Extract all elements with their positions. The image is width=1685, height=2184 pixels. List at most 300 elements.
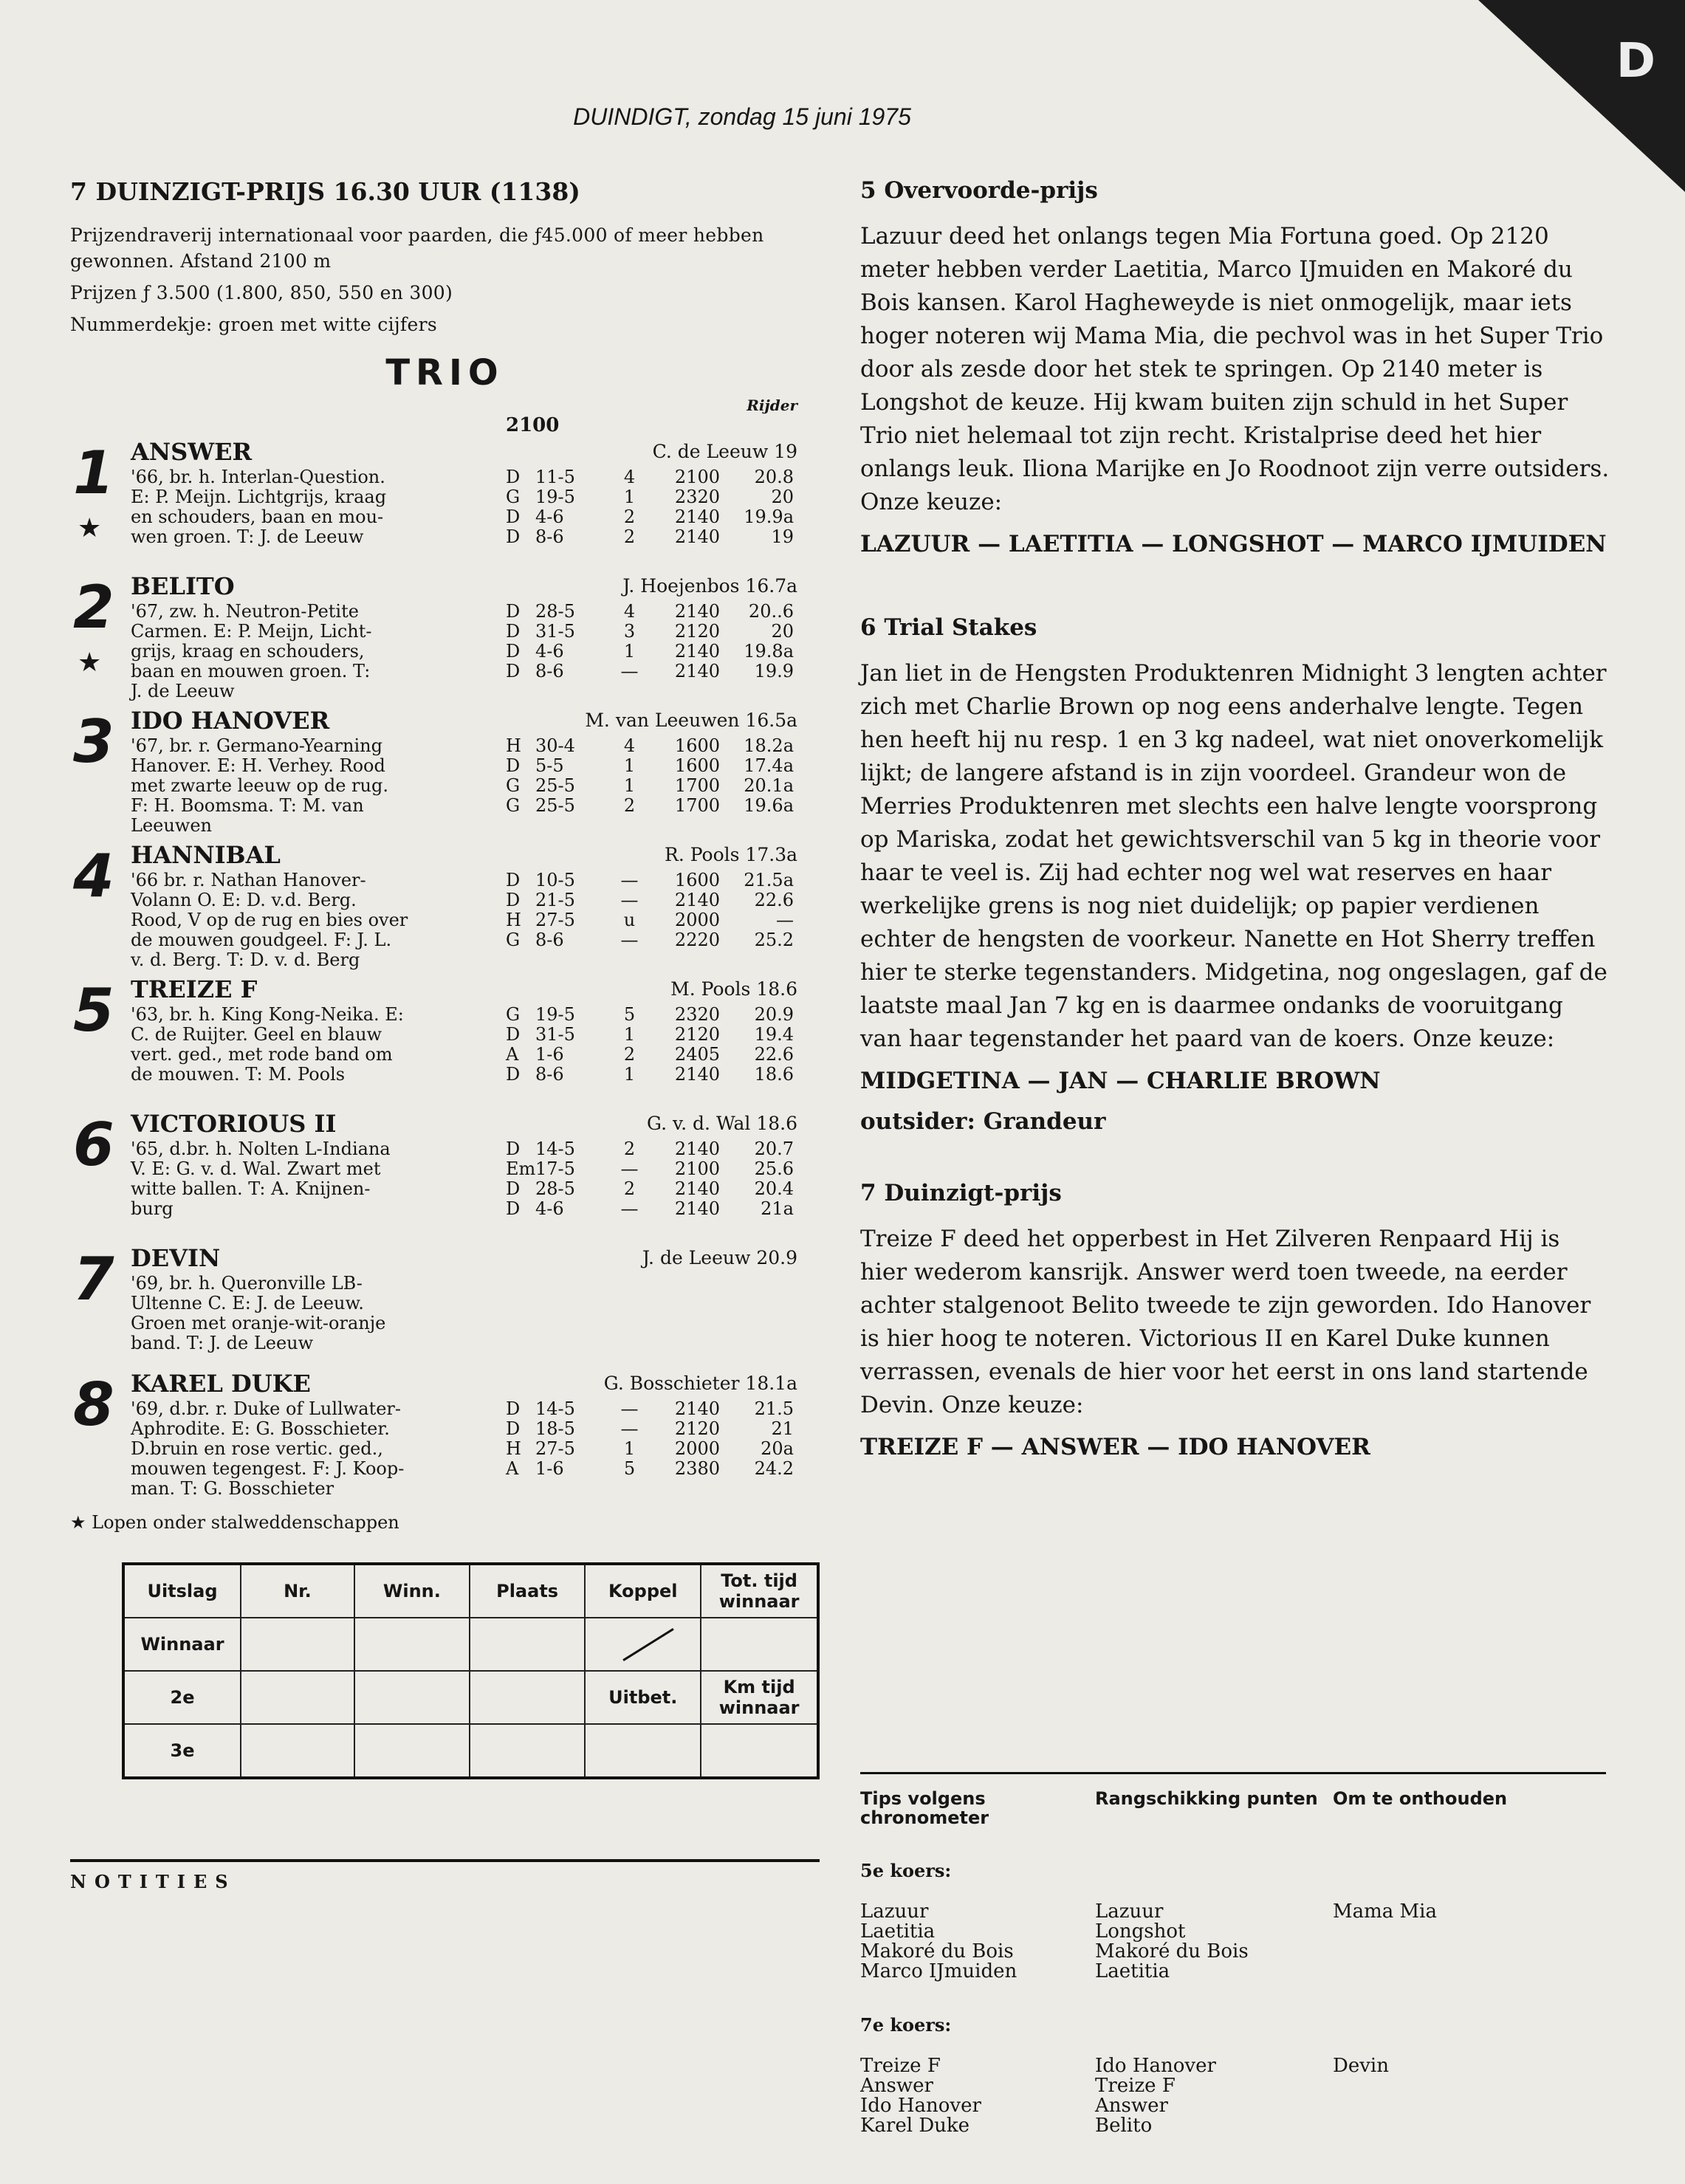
form-cell: 8-6 <box>535 930 564 950</box>
form-cell: 1 <box>623 1438 636 1459</box>
form-cell: 2140 <box>674 890 720 910</box>
start-number: 4 <box>73 842 114 910</box>
form-cell: 5 <box>623 1004 636 1025</box>
form-cell: 4-6 <box>535 506 564 527</box>
form-cell: — <box>776 910 794 930</box>
form-cell: 5 <box>623 1458 636 1479</box>
tip-horse: Answer <box>860 2075 933 2097</box>
form-cell: 30-4 <box>535 735 575 756</box>
description-line: '66 br. r. Nathan Hanover- <box>131 870 366 890</box>
tip-column <box>1333 2056 1554 2136</box>
form-cell: 21a <box>761 1198 794 1219</box>
analysis-column <box>860 177 1610 1464</box>
start-number: 2 <box>73 573 114 642</box>
notes-heading: NOTITIES <box>70 1859 820 1892</box>
description-line: Rood, V op de rug en bies over <box>131 910 408 930</box>
tip-horse: Devin <box>1333 2055 1389 2077</box>
description-line: burg <box>131 1198 174 1219</box>
form-cell: 2140 <box>674 526 720 547</box>
form-cell: D <box>506 890 521 910</box>
form-cell: 18-5 <box>535 1418 575 1439</box>
horse-entry <box>70 975 820 1110</box>
description-line: Hanover. E: H. Verhey. Rood <box>131 755 385 776</box>
horse-entry <box>70 707 820 841</box>
horse-description <box>131 1005 566 1085</box>
result-header-row <box>123 1564 818 1618</box>
form-cell: — <box>620 1418 639 1439</box>
form-cell: 2140 <box>674 1178 720 1199</box>
description-line: Ultenne C. E: J. de Leeuw. <box>131 1293 364 1314</box>
form-cell: 2140 <box>674 506 720 527</box>
description-line: F: H. Boomsma. T: M. van <box>131 795 364 816</box>
entry-list <box>70 438 820 1506</box>
tip-horse: Lazuur <box>1095 1900 1164 1923</box>
form-cell: 19-5 <box>535 487 575 507</box>
form-cell: 20.1a <box>744 775 794 796</box>
form-cell: 1 <box>623 775 636 796</box>
form-cell: 2140 <box>674 661 720 681</box>
koppel-slash-cell[interactable] <box>585 1618 701 1671</box>
stable-bet-star: ★ <box>78 648 102 678</box>
tip-horse: Marco IJmuiden <box>860 1960 1017 1982</box>
rider-column-header: Rijder <box>747 396 797 414</box>
horse-entry <box>70 841 820 975</box>
form-cell: 19-5 <box>535 1004 575 1025</box>
form-cell: 4 <box>623 467 636 487</box>
result-cell[interactable] <box>354 1671 470 1724</box>
description-line: man. T: G. Bosschieter <box>131 1478 334 1499</box>
form-cell: H <box>506 735 521 756</box>
form-cell: 2120 <box>674 1418 720 1439</box>
form-lines <box>506 602 801 681</box>
description-line: vert. ged., met rode band om <box>131 1044 393 1065</box>
form-cell: 2140 <box>674 1064 720 1085</box>
form-cell: 2 <box>623 1139 636 1159</box>
description-line: de mouwen. T: M. Pools <box>131 1064 346 1085</box>
form-row <box>506 527 801 547</box>
header-plaats: Plaats <box>470 1564 585 1618</box>
tip-column <box>860 2056 1095 2136</box>
result-cell[interactable] <box>470 1618 585 1671</box>
horse-name: TREIZE F <box>131 975 258 1003</box>
form-cell: 20.4 <box>754 1178 794 1199</box>
form-cell: 21.5a <box>744 870 794 890</box>
form-cell: D <box>506 755 521 776</box>
horse-description <box>131 1274 566 1353</box>
tip-horse: Ido Hanover <box>860 2095 981 2117</box>
form-cell: 8-6 <box>535 661 564 681</box>
result-row-3e <box>123 1724 818 1778</box>
start-number: 5 <box>73 976 114 1045</box>
form-cell: 10-5 <box>535 870 575 890</box>
rider-record: M. Pools 18.6 <box>670 978 797 1000</box>
form-cell: 19.9a <box>744 506 794 527</box>
form-cell: D <box>506 870 521 890</box>
form-cell: 21-5 <box>535 890 575 910</box>
result-cell[interactable] <box>470 1671 585 1724</box>
form-cell: 20..6 <box>748 601 794 622</box>
tips-header-punten: Rangschikking punten <box>1095 1788 1318 1809</box>
form-cell: D <box>506 1024 521 1045</box>
race-tip-label: 5e koers: <box>860 1860 952 1881</box>
description-line: en schouders, baan en mou- <box>131 506 384 527</box>
rider-record: C. de Leeuw 19 <box>652 441 797 462</box>
form-row <box>506 796 801 816</box>
form-lines <box>506 467 801 547</box>
tips-header-onthouden: Om te onthouden <box>1333 1788 1508 1809</box>
form-cell: D <box>506 1139 521 1159</box>
tip-horse: Belito <box>1095 2115 1153 2137</box>
form-cell: 1-6 <box>535 1458 564 1479</box>
form-cell: 1 <box>623 641 636 662</box>
form-cell: A <box>506 1044 519 1065</box>
horse-name: VICTORIOUS II <box>131 1110 337 1138</box>
form-cell: 2140 <box>674 601 720 622</box>
form-cell: 2320 <box>674 1004 720 1025</box>
number-cloth: Nummerdekje: groen met witte cijfers <box>70 314 437 335</box>
description-line: met zwarte leeuw op de rug. <box>131 775 388 796</box>
form-cell: D <box>506 526 521 547</box>
description-line: '67, zw. h. Neutron-Petite <box>131 601 359 622</box>
analysis-outsider: outsider: Grandeur <box>860 1108 1106 1135</box>
tip-horse: Treize F <box>1095 2075 1176 2097</box>
description-line: witte ballen. T: A. Knijnen- <box>131 1178 371 1199</box>
tip-horse: Ido Hanover <box>1095 2055 1216 2077</box>
form-cell: D <box>506 601 521 622</box>
start-number: 1 <box>73 439 114 507</box>
result-cell[interactable] <box>701 1724 818 1778</box>
form-row <box>506 776 801 796</box>
result-table <box>122 1562 820 1779</box>
start-number: 3 <box>73 707 114 776</box>
form-row <box>506 910 801 930</box>
form-cell: D <box>506 1398 521 1419</box>
tip-columns <box>860 2056 1606 2136</box>
form-row <box>506 1439 801 1459</box>
header-nr: Nr. <box>241 1564 354 1618</box>
form-cell: 31-5 <box>535 1024 575 1045</box>
form-cell: 1 <box>623 487 636 507</box>
form-lines <box>506 1139 801 1219</box>
horse-entry <box>70 438 820 572</box>
start-number: 6 <box>73 1110 114 1179</box>
form-row <box>506 1199 801 1219</box>
stable-bet-star: ★ <box>78 513 102 543</box>
form-cell: 19.8a <box>744 641 794 662</box>
analysis-title: 7 Duinzigt-prijs <box>860 1180 1062 1206</box>
form-cell: 2380 <box>674 1458 720 1479</box>
form-cell: 18.6 <box>754 1064 794 1085</box>
form-cell: D <box>506 1418 521 1439</box>
form-cell: 19 <box>771 526 794 547</box>
description-line: E: P. Meijn. Lichtgrijs, kraag <box>131 487 387 507</box>
form-cell: 2120 <box>674 621 720 642</box>
form-cell: 19.6a <box>744 795 794 816</box>
uitbet-label: Uitbet. <box>585 1671 701 1724</box>
form-cell: 2140 <box>674 1139 720 1159</box>
description-line: v. d. Berg. T: D. v. d. Berg <box>131 950 360 970</box>
form-row <box>506 1139 801 1159</box>
form-lines <box>506 1399 801 1479</box>
form-cell: 2140 <box>674 1198 720 1219</box>
form-cell: 1700 <box>674 775 720 796</box>
result-cell[interactable] <box>241 1724 354 1778</box>
description-line: '69, d.br. r. Duke of Lullwater- <box>131 1398 401 1419</box>
form-cell: 2 <box>623 506 636 527</box>
analysis-race-5 <box>860 177 1610 561</box>
analysis-body: Jan liet in de Hengsten Produktenren Midnight 3 lengten achter zich met Charlie Brown op nog eens anderhalve lengte. Tegen hen heeft hij nu resp. 1 en 3 kg nadeel, wat niet onoverkomelijk lijkt; de langere afstand is in zijn voordeel. Grandeur won de Merries Produktenren met slechts een halve lengte voorsprong op Mariska, zodat het gewichtsverschil van 5 kg in theorie voor haar te veel is. Zij had echter nog wel wat reserves en haar werkelijke grens is nog niet duidelijk; op papier verdienen echter de hengsten de voorkeur. Nanette en Hot Sherry treffen hier te sterke tegenstanders. Midgetina, nog ongeslagen, gaf de laatste maal Jan 7 kg en is daarmee ondanks de vooruitgang van haar tegenstander het paard van de koers. Onze keuze: <box>860 660 1607 1052</box>
description-line: grijs, kraag en schouders, <box>131 641 365 662</box>
bet-type: TRIO <box>385 352 504 394</box>
horse-description <box>131 870 566 970</box>
form-row <box>506 1419 801 1439</box>
horse-entry <box>70 572 820 707</box>
form-row <box>506 1159 801 1179</box>
description-line: band. T: J. de Leeuw <box>131 1333 314 1353</box>
horse-name: HANNIBAL <box>131 841 281 869</box>
rider-record: M. van Leeuwen 16.5a <box>585 710 797 731</box>
tip-column <box>1095 1902 1333 1982</box>
form-cell: 21.5 <box>754 1398 794 1419</box>
analysis-body: Treize F deed het opperbest in Het Zilveren Renpaard Hij is hier wederom kansrijk. Answer werd toen tweede, na eerder achter stalgenoot Belito tweede te zijn geworden. Ido Hanover is hier hoog te noteren. Victorious II en Karel Duke kunnen verrassen, evenals de hier voor het eerst in ons land startende Devin. Onze keuze: <box>860 1226 1591 1418</box>
form-cell: 2140 <box>674 1398 720 1419</box>
form-cell: 3 <box>623 621 636 642</box>
description-line: wen groen. T: J. de Leeuw <box>131 526 364 547</box>
result-cell[interactable] <box>585 1724 701 1778</box>
start-number: 8 <box>73 1370 114 1439</box>
result-cell[interactable] <box>241 1671 354 1724</box>
horse-name: BELITO <box>131 572 235 600</box>
form-cell: u <box>623 910 636 930</box>
form-cell: 20.9 <box>754 1004 794 1025</box>
form-cell: 1600 <box>674 870 720 890</box>
form-row <box>506 1005 801 1025</box>
horse-description <box>131 467 566 547</box>
description-line: J. de Leeuw <box>131 681 235 701</box>
form-cell: 25.2 <box>754 930 794 950</box>
form-cell: 4-6 <box>535 641 564 662</box>
form-cell: H <box>506 910 521 930</box>
form-cell: 8-6 <box>535 526 564 547</box>
horse-entry <box>70 1370 820 1506</box>
analysis-title: 6 Trial Stakes <box>860 614 1037 641</box>
description-line: '69, br. h. Queronville LB- <box>131 1273 363 1294</box>
race-conditions: Prijzendraverij internationaal voor paarden, die ƒ45.000 of meer hebben gewonnen. Afstand 2100 m <box>70 224 764 272</box>
form-cell: — <box>620 661 639 681</box>
form-cell: 20.8 <box>754 467 794 487</box>
description-line: '63, br. h. King Kong-Neika. E: <box>131 1004 404 1025</box>
form-cell: 1600 <box>674 735 720 756</box>
tip-column <box>1333 1902 1554 1982</box>
description-line: '67, br. r. Germano-Yearning <box>131 735 382 756</box>
form-cell: — <box>620 1158 639 1179</box>
tip-columns <box>860 1902 1606 1982</box>
form-row <box>506 930 801 950</box>
tip-horse: Makoré du Bois <box>1095 1940 1249 1962</box>
rider-record: R. Pools 17.3a <box>665 844 797 865</box>
form-cell: — <box>620 1198 639 1219</box>
form-row <box>506 870 801 890</box>
race-prizes: Prijzen ƒ 3.500 (1.800, 850, 550 en 300) <box>70 282 453 303</box>
form-cell: 1700 <box>674 795 720 816</box>
description-line: Aphrodite. E: G. Bosschieter. <box>131 1418 390 1439</box>
form-cell: 14-5 <box>535 1398 575 1419</box>
form-row <box>506 507 801 527</box>
horse-name: DEVIN <box>131 1244 221 1272</box>
form-cell: 2220 <box>674 930 720 950</box>
form-cell: 28-5 <box>535 601 575 622</box>
result-cell[interactable] <box>701 1618 818 1671</box>
form-cell: 20a <box>761 1438 794 1459</box>
result-cell[interactable] <box>470 1724 585 1778</box>
description-line: Volann O. E: D. v.d. Berg. <box>131 890 357 910</box>
tip-horse: Treize F <box>860 2055 941 2077</box>
tip-column <box>860 1902 1095 1982</box>
horse-entry <box>70 1110 820 1244</box>
description-line: '66, br. h. Interlan-Question. <box>131 467 385 487</box>
rider-record: J. Hoejenbos 16.7a <box>622 575 797 597</box>
result-cell[interactable] <box>354 1618 470 1671</box>
form-cell: 2100 <box>674 467 720 487</box>
form-cell: — <box>620 870 639 890</box>
form-row <box>506 602 801 622</box>
form-cell: Em <box>506 1158 536 1179</box>
form-cell: 17.4a <box>744 755 794 776</box>
form-cell: 21 <box>771 1418 794 1439</box>
result-cell[interactable] <box>354 1724 470 1778</box>
form-row <box>506 890 801 910</box>
tip-horse: Lazuur <box>860 1900 929 1923</box>
form-cell: 5-5 <box>535 755 564 776</box>
analysis-pick: TREIZE F — ANSWER — IDO HANOVER <box>860 1434 1370 1460</box>
form-row <box>506 487 801 507</box>
form-row <box>506 1179 801 1199</box>
horse-entry <box>70 1244 820 1370</box>
result-cell[interactable] <box>241 1618 354 1671</box>
form-cell: 24.2 <box>754 1458 794 1479</box>
form-cell: G <box>506 1004 521 1025</box>
tip-horse: Laetitia <box>860 1920 936 1943</box>
header-tot-tijd: Tot. tijd winnaar <box>701 1564 818 1618</box>
analysis-title: 5 Overvoorde-prijs <box>860 177 1098 204</box>
form-cell: 18.2a <box>744 735 794 756</box>
rider-record: G. v. d. Wal 18.6 <box>647 1113 797 1134</box>
form-cell: D <box>506 1064 521 1085</box>
tips-sections <box>860 1860 1606 2136</box>
form-cell: 20.7 <box>754 1139 794 1159</box>
form-row <box>506 1459 801 1479</box>
form-cell: 20 <box>771 621 794 642</box>
tips-header-chronometer: Tips volgens chronometer <box>860 1788 989 1828</box>
tips-box <box>860 1772 1606 2136</box>
form-cell: 1-6 <box>535 1044 564 1065</box>
form-cell: 25-5 <box>535 775 575 796</box>
race-title: 7 DUINZIGT-PRIJS 16.30 UUR (1138) <box>70 177 580 206</box>
analysis-body: Lazuur deed het onlangs tegen Mia Fortuna goed. Op 2120 meter hebben verder Laetitia, Marco IJmuiden en Makoré du Bois kansen. Karol Hagheweyde is niet onmogelijk, maar iets hoger noteren wij Mama Mia, die pechvol was in het Super Trio door als zesde door het stek te springen. Op 2140 meter is Longshot de keuze. Hij kwam buiten zijn schuld in het Super Trio niet helemaal tot zijn recht. Kristalprise deed het hier onlangs leuk. Iliona Marijke en Jo Roodnoot zijn verre outsiders. Onze keuze: <box>860 223 1610 515</box>
tip-horse: Mama Mia <box>1333 1900 1437 1923</box>
form-cell: 8-6 <box>535 1064 564 1085</box>
header-uitslag: Uitslag <box>123 1564 241 1618</box>
form-cell: 28-5 <box>535 1178 575 1199</box>
form-cell: 4 <box>623 601 636 622</box>
form-cell: 2 <box>623 1178 636 1199</box>
description-line: V. E: G. v. d. Wal. Zwart met <box>131 1158 381 1179</box>
form-cell: D <box>506 506 521 527</box>
form-cell: G <box>506 775 521 796</box>
race-distance: 2100 <box>506 414 560 436</box>
form-cell: 2320 <box>674 487 720 507</box>
analysis-pick: MIDGETINA — JAN — CHARLIE BROWN <box>860 1068 1381 1094</box>
horse-description <box>131 602 566 701</box>
dateline: DUINDIGT, zondag 15 juni 1975 <box>573 103 911 130</box>
form-cell: G <box>506 795 521 816</box>
section-letter: D <box>1616 34 1655 89</box>
form-cell: 1 <box>623 1064 636 1085</box>
analysis-race-6 <box>860 614 1610 1139</box>
result-row-winnaar <box>123 1618 818 1671</box>
form-cell: D <box>506 1178 521 1199</box>
form-lines <box>506 736 801 816</box>
form-cell: 2405 <box>674 1044 720 1065</box>
km-tijd-label: Km tijd winnaar <box>701 1671 818 1724</box>
form-cell: G <box>506 487 521 507</box>
horse-name: IDO HANOVER <box>131 707 330 735</box>
tip-horse: Answer <box>1095 2095 1168 2117</box>
form-row <box>506 662 801 681</box>
form-cell: 2 <box>623 1044 636 1065</box>
form-cell: 27-5 <box>535 910 575 930</box>
form-row <box>506 736 801 756</box>
analysis-pick: LAZUUR — LAETITIA — LONGSHOT — MARCO IJMUIDEN <box>860 531 1607 557</box>
form-cell: 4-6 <box>535 1198 564 1219</box>
form-cell: 4 <box>623 735 636 756</box>
form-cell: 31-5 <box>535 621 575 642</box>
form-cell: 25.6 <box>754 1158 794 1179</box>
form-cell: — <box>620 890 639 910</box>
form-cell: 1 <box>623 1024 636 1045</box>
form-cell: D <box>506 661 521 681</box>
horse-description <box>131 1139 566 1219</box>
form-cell: D <box>506 1198 521 1219</box>
description-line: Carmen. E: P. Meijn, Licht- <box>131 621 372 642</box>
horse-name: ANSWER <box>131 438 253 466</box>
race-tip-label: 7e koers: <box>860 2014 952 2036</box>
form-cell: 1 <box>623 755 636 776</box>
header-winn: Winn. <box>354 1564 470 1618</box>
tip-horse: Makoré du Bois <box>860 1940 1014 1962</box>
analysis-race-7 <box>860 1180 1610 1464</box>
tip-horse: Longshot <box>1095 1920 1186 1943</box>
rider-record: G. Bosschieter 18.1a <box>603 1373 797 1394</box>
race-card <box>70 177 820 1779</box>
description-line: de mouwen goudgeel. F: J. L. <box>131 930 392 950</box>
form-cell: 1600 <box>674 755 720 776</box>
entries-header <box>70 394 820 438</box>
horse-name: KAREL DUKE <box>131 1370 311 1398</box>
form-cell: 22.6 <box>754 890 794 910</box>
form-cell: 2 <box>623 526 636 547</box>
form-cell: 14-5 <box>535 1139 575 1159</box>
horse-description <box>131 1399 566 1499</box>
form-cell: 22.6 <box>754 1044 794 1065</box>
start-number: 7 <box>73 1245 114 1314</box>
form-cell: 2 <box>623 795 636 816</box>
form-cell: H <box>506 1438 521 1459</box>
form-row <box>506 622 801 642</box>
form-cell: 11-5 <box>535 467 575 487</box>
result-row-2e <box>123 1671 818 1724</box>
tip-horse: Karel Duke <box>860 2115 970 2137</box>
